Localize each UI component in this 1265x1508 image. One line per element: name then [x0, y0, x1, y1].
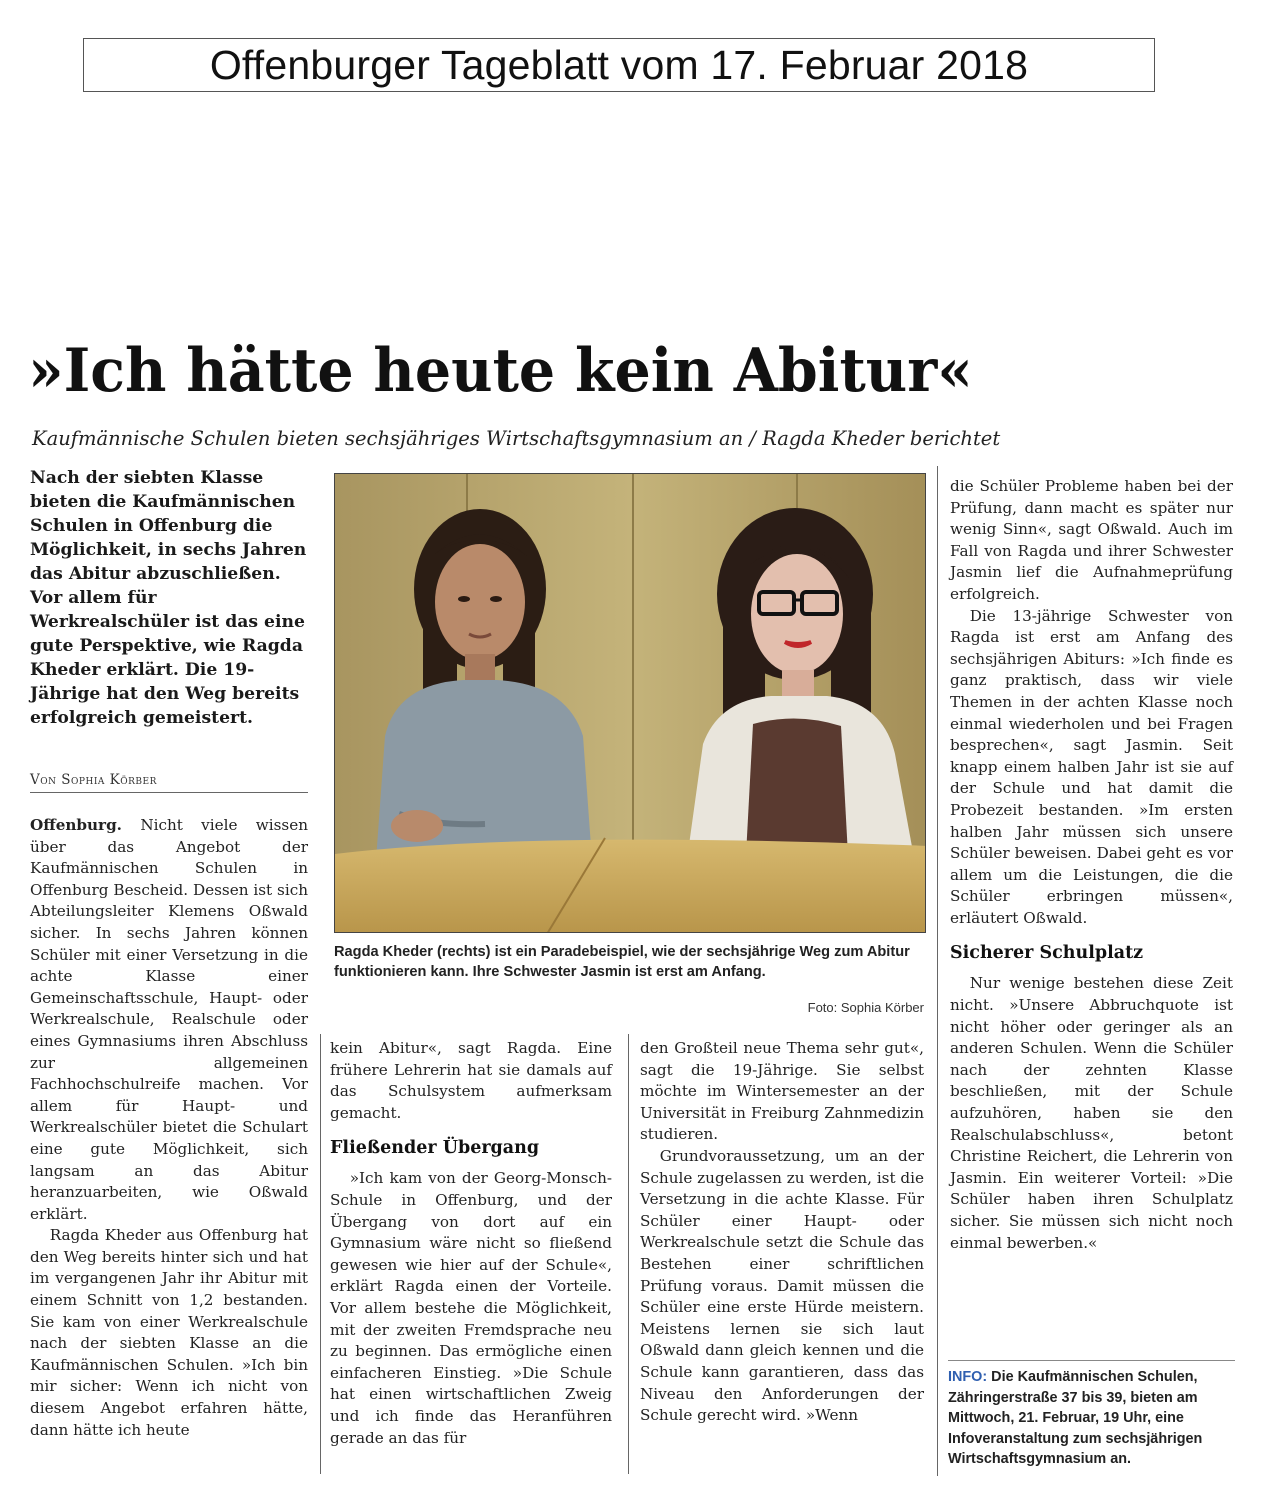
paragraph: den Großteil neue Thema sehr gut«, sagt die 19-Jährige. Sie selbst möchte im Wintersemester an der Universität in Freiburg Zahnmedizin studieren.: [640, 1039, 924, 1144]
article-photo: [334, 473, 926, 933]
paragraph: kein Abitur«, sagt Ragda. Eine frühere Lehrerin hat sie damals auf das Schulsystem aufmerksam gemacht.: [330, 1039, 612, 1122]
column-rule: [937, 466, 938, 1476]
headline: »Ich hätte heute kein Abitur«: [28, 336, 973, 406]
paragraph: Die 13-jährige Schwester von Ragda ist erst am Anfang des sechsjährigen Abiturs: »Ich finde es ganz praktisch, dass wir viele Themen in der achten Klasse noch einmal wiederholen und bei Fragen besprechen«, sagt Jasmin. Seit knapp einem halben Jahr ist sie auf der Schule und hat damit die Probezeit bestanden. »Im ersten halben Jahr müssen sich unsere Schüler beweisen. Dabei geht es vor allem um die Leistungen, die die Schüler erbringen müssen«, erläutert Oßwald.: [950, 606, 1233, 927]
column-2: [330, 1038, 612, 1449]
lead-paragraph: Nach der siebten Klasse bieten die Kaufmännischen Schulen in Offenburg die Möglichkeit, in sechs Jahren das Abitur abzuschließen. Vor allem für Werkrealschüler ist das eine gute Perspektive, wie Ragda Kheder erklärt. Die 19-Jährige hat den Weg bereits erfolgreich gemeistert.: [30, 468, 307, 728]
info-box: [948, 1360, 1235, 1470]
column-rule: [628, 1034, 629, 1474]
paragraph: »Ich kam von der Georg-Monsch-Schule in Offenburg, und der Übergang von dort auf ein Gymnasium wäre nicht so fließend gewesen wie hier auf der Schule«, erklärt Ragda einen der Vorteile. Vor allem bestehe die Möglichkeit, mit der zweiten Fremdsprache neu zu beginnen. Das ermögliche einen einfacheren Einstieg. »Die Schule hat einen wirtschaftlichen Zweig und ich finde das Heranführen gerade an das für: [330, 1169, 612, 1447]
paragraph: Grundvoraussetzung, um an der Schule zugelassen zu werden, ist die Versetzung in die achte Klasse. Für Schüler einer Haupt- oder Werkrealschule setzt die Schule das Bestehen einer schriftlichen Prüfung voraus. Damit müssen die Schüler eine erste Hürde meistern. Meistens lernen sie sich laut Oßwald dann gleich kennen und die Schule kann garantieren, dass das Niveau den Anforderungen der Schule gerecht wird. »Wenn: [640, 1146, 924, 1425]
source-box: [83, 38, 1155, 92]
paragraph-text: Nicht viele wissen über das Angebot der Kaufmännischen Schulen in Offenburg Bescheid. Dessen ist sich Abteilungsleiter Klemens Oßwald sicher. In sechs Jahren können Schüler mit einer Versetzung in die achte Klasse einer Gemeinschaftsschule, Haupt- oder Werkrealschule, Realschule oder eines Gymnasiums ihren Abschluss zur allgemeinen Fachhochschulreife machen. Vor allem für Haupt- und Werkrealschüler bietet die Schulart eine gute Möglichkeit, sich langsam an das Abitur heranzuarbeiten, wie Oßwald erklärt.: [30, 816, 308, 1223]
paragraph: [30, 815, 308, 1225]
photo-caption: Ragda Kheder (rechts) ist ein Paradebeispiel, wie der sechsjährige Weg zum Abitur funktionieren kann. Ihre Schwester Jasmin ist erst am Anfang.: [334, 944, 910, 980]
column-rule: [320, 1034, 321, 1474]
column-1: [30, 815, 308, 1441]
paragraph: Ragda Kheder aus Offenburg hat den Weg bereits hinter sich und hat im vergangenen Jahr ihr Abitur mit einem Schnitt von 1,2 bestanden. Sie kam von einer Werkrealschule nach der siebten Klasse an die Kaufmännischen Schulen. »Ich bin mir sicher: Wenn ich nicht von diesem Angebot erfahren hätte, dann hätte ich heute: [30, 1226, 308, 1439]
info-label: INFO:: [948, 1369, 988, 1385]
dateline: Offenburg.: [30, 816, 122, 834]
section-heading: Sicherer Schulplatz: [950, 943, 1144, 964]
paragraph: die Schüler Probleme haben bei der Prüfung, dann macht es später nur wenig Sinn«, sagt Oßwald. Auch im Fall von Ragda und ihrer Schwester Jasmin lief die Aufnahmeprüfung erfolgreich.: [950, 477, 1233, 603]
source-label: Offenburger Tageblatt vom 17. Februar 2018: [209, 41, 1029, 88]
column-4: [950, 476, 1233, 1254]
paragraph: Nur wenige bestehen diese Zeit nicht. »Unsere Abbruchquote ist nicht höher oder geringer als an anderen Schulen. Wenn die Schüler nach der zehnten Klasse beschließen, mit der Schule aufzuhören, haben sie den Realschulabschluss«, betont Christine Reichert, die Lehrerin von Jasmin. Ein weiterer Vorteil: »Die Schüler haben ihren Schulplatz sicher. Sie müssen sich nicht noch einmal bewerben.«: [950, 974, 1233, 1252]
section-heading: Fließender Übergang: [330, 1138, 540, 1159]
column-3: [640, 1038, 924, 1427]
photo-credit: Foto: Sophia Körber: [807, 1000, 924, 1015]
subheadline: Kaufmännische Schulen bieten sechsjähriges Wirtschaftsgymnasium an / Ragda Kheder berichtet: [32, 427, 1001, 450]
info-text: Die Kaufmännischen Schulen, Zähringerstraße 37 bis 39, bieten am Mittwoch, 21. Februar, 19 Uhr, eine Infoveranstaltung zum sechsjährigen Wirtschaftsgymnasium an.: [948, 1369, 1203, 1468]
byline: Von Sophia Körber: [30, 772, 308, 793]
neighbor-article-bleed: [1195, 326, 1255, 416]
